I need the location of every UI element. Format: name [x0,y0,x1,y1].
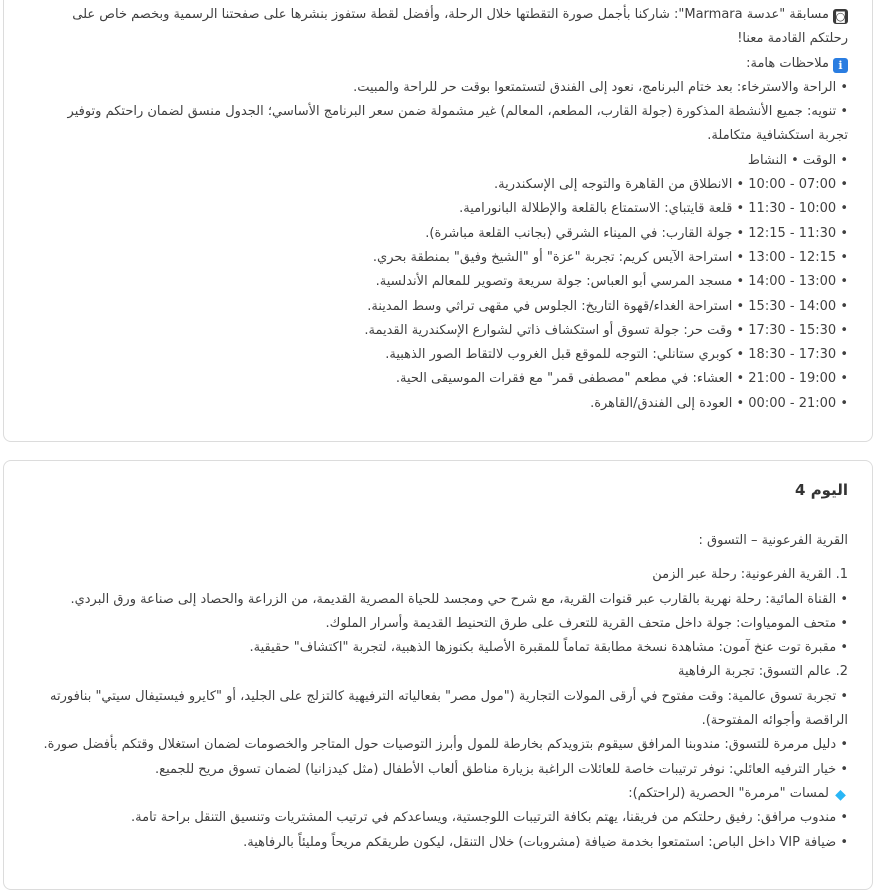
gem-icon: ◆ [835,786,846,803]
schedule-row: • 12:15 - 13:00 • استراحة الآيس كريم: تجربة "عزة" أو "الشيخ وفيق" بمنطقة بحري. [372,249,848,265]
schedule-row: • 14:00 - 15:30 • استراحة الغداء/قهوة التاريخ: الجلوس في مقهى تراثي وسط المدينة. [367,298,848,314]
day3-card [3,0,873,442]
list-item: • تجربة تسوق عالمية: وقت مفتوح في أرقى المولات التجارية ("مول مصر" بفعالياته الترفيهية كالتزلج على الجليد، أو "كايرو فيستيفال سيتي" بنافورته [50,688,848,704]
day-title: اليوم 4 [795,481,848,499]
list-item: • دليل مرمرة للتسوق: مندوبنا المرافق سيقوم بتزويدكم بخارطة للمول وأبرز التوصيات حول المتاجر والخصومات لضمان استغلال وقتكم بأفضل صورة. [43,737,848,753]
list-item: • متحف المومياوات: جولة داخل متحف القرية للتعرف على طرق التحنيط القديمة وأسرار الملوك. [325,615,848,631]
day4-card [3,460,873,890]
list-item-cont: الراقصة وأجوائه المفتوحة). [701,713,848,729]
list-item: • القناة المائية: رحلة نهرية بالقارب عبر قنوات القرية، مع شرح حي ومجسد للحياة المصرية القديمة، من الزراعة والحصاد إلى صناعة ورق البردي. [70,591,848,607]
schedule-row: • 17:30 - 18:30 • كوبري ستانلي: التوجه للموقع قبل الغروب لالتقاط الصور الذهبية. [385,347,848,363]
schedule-row: • 13:00 - 14:00 • مسجد المرسي أبو العباس: جولة سريعة وتصوير للمعالم الأندلسية. [375,274,848,290]
note-item: • الراحة والاسترخاء: بعد ختام البرنامج، نعود إلى الفندق لتستمتعوا بوقت حر للراحة والمبيت. [353,79,848,95]
section2-title: 2. عالم التسوق: تجربة الرفاهية [678,664,848,680]
note-item: • تنويه: جميع الأنشطة المذكورة (جولة القارب، المطعم، المعالم) غير مشمولة ضمن سعر البرنامج الأساسي؛ الجدول منسق لضمان راحتكم وتوفير [67,104,848,120]
schedule-row: • 15:30 - 17:30 • وقت حر: جولة تسوق أو استكشاف ذاتي لشوارع الإسكندرية القديمة. [364,322,848,338]
camera-icon: ◙ [833,9,848,24]
schedule-row: • 10:00 - 11:30 • قلعة قايتباي: الاستمتاع بالقلعة والإطلالة البانورامية. [459,201,848,217]
section1-title: 1. القرية الفرعونية: رحلة عبر الزمن [652,567,848,583]
schedule-row: • 11:30 - 12:15 • جولة القارب: في الميناء الشرقي (بجانب القلعة مباشرة). [425,225,848,241]
contest-line-cont: رحلتكم القادمة معنا! [737,31,848,47]
touches-title: ◆لمسات "مرمرة" الحصرية (لراحتكم): [20,782,848,806]
note-item-cont: تجربة استكشافية متكاملة. [707,128,848,144]
day-subtitle: القرية الفرعونية – التسوق : [698,533,848,548]
schedule-row: • 21:00 - 00:00 • العودة إلى الفندق/القاهرة. [590,395,848,411]
contest-line: ◙مسابقة "عدسة Marmara": شاركنا بأجمل صورة التقطتها خلال الرحلة، وأفضل لقطة ستفوز بنشرها على صفحتنا الرسمية وبخصم خاص على [20,3,848,27]
schedule-row: • 19:00 - 21:00 • العشاء: في مطعم "مصطفى قمر" مع فقرات الموسيقى الحية. [395,371,848,387]
notes-title: iملاحظات هامة: [20,52,848,76]
schedule-row: • 07:00 - 10:00 • الانطلاق من القاهرة والتوجه إلى الإسكندرية. [493,177,848,193]
touch-item: • ضيافة VIP داخل الباص: استمتعوا بخدمة ضيافة (مشروبات) خلال التنقل، ليكون طريقكم مريحاً ومليئاً بالرفاهية. [243,834,848,850]
schedule-header: • الوقت • النشاط [747,152,848,168]
list-item: • مقبرة توت عنخ آمون: مشاهدة نسخة مطابقة تماماً للمقبرة الأصلية بكنوزها الذهبية، لتجربة "اكتشاف" حقيقية. [249,640,848,656]
touch-item: • مندوب مرافق: رفيق رحلتكم من فريقنا، يهتم بكافة الترتيبات اللوجستية، ويساعدكم في ترتيب المشتريات وتنسيق التنقل براحة تامة. [131,810,848,826]
list-item: • خيار الترفيه العائلي: نوفر ترتيبات خاصة للعائلات الراغبة بزيارة مناطق ألعاب الأطفال (مثل كيدزانيا) لضمان تسوق مريح للجميع. [155,761,848,777]
info-icon: i [833,58,848,73]
